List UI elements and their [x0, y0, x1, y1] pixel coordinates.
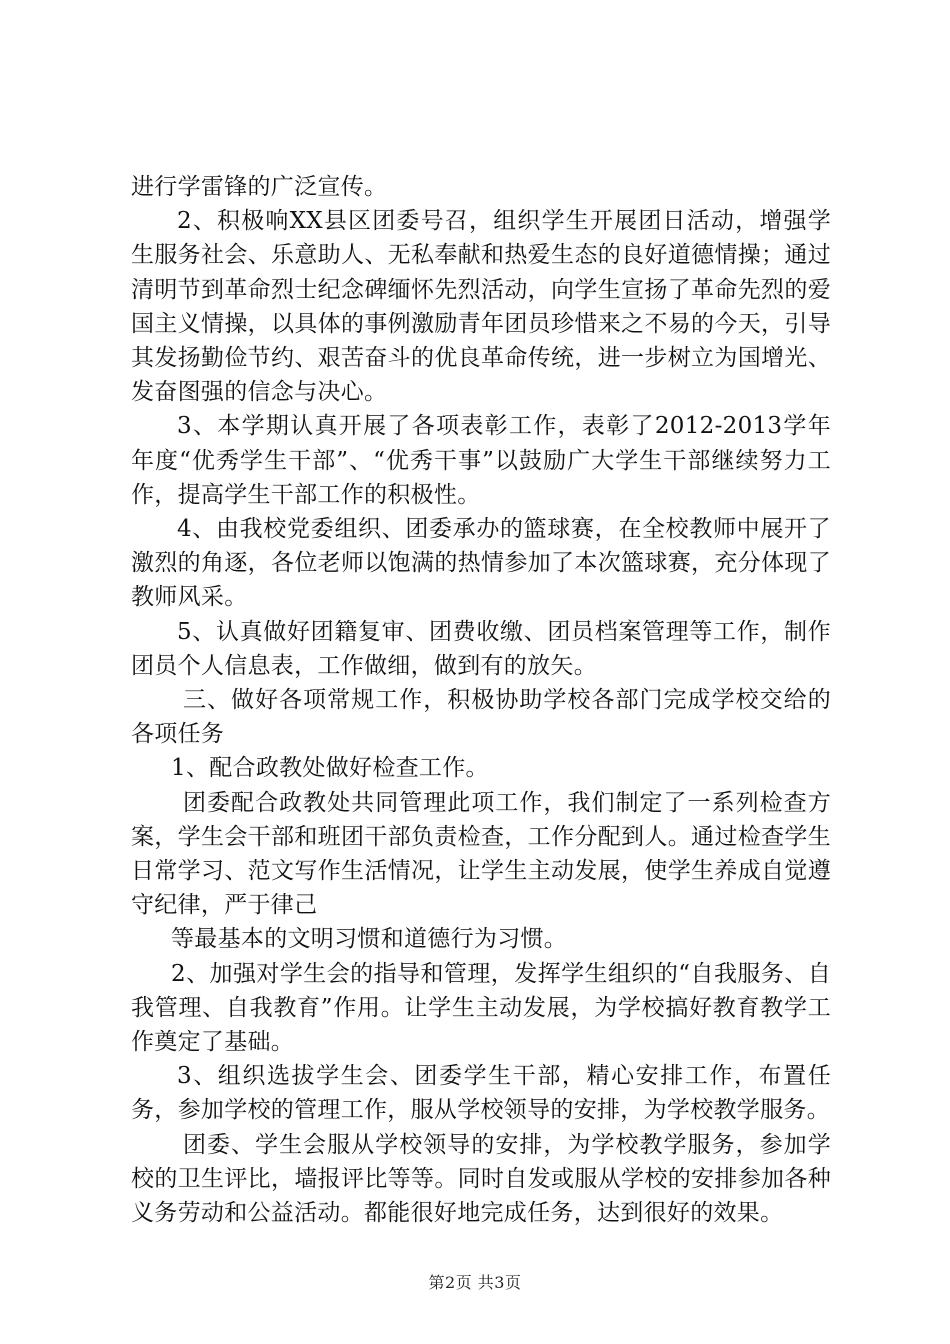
page-footer [0, 1270, 950, 1293]
section-heading-routine-work: 三、做好各项常规工作，积极协助学校各部门完成学校交给的各项任务 [131, 687, 831, 748]
paragraph-service-activities: 团委、学生会服从学校领导的安排，为学校教学服务，参加学校的卫生评比，墙报评比等等。同时自发或服从学校的安排参加各种义务劳动和公益活动。都能很好地完成任务，达到很好的效果。 [131, 1131, 831, 1227]
paragraph-item-4-basketball: 4、由我校党委组织、团委承办的篮球赛，在全校教师中展开了激烈的角逐，各位老师以饱满的热情参加了本次篮球赛，充分体现了教师风采。 [131, 516, 831, 611]
paragraph-item-2-student-union: 2、加强对学生会的指导和管理，发挥学生组织的“自我服务、自我管理、自我教育”作用。让学生主动发展，为学校搞好教育教学工作奠定了基础。 [131, 960, 831, 1056]
document-body [131, 170, 831, 1230]
paragraph-continuation: 进行学雷锋的广泛宣传。 [131, 174, 388, 200]
paragraph-item-5-records: 5、认真做好团籍复审、团费收缴、团员档案管理等工作，制作团员个人信息表，工作做细，做到有的放矢。 [131, 618, 831, 679]
paragraph-item-1-inspection: 1、配合政教处做好检查工作。 [171, 755, 489, 782]
page-number: 第2页 共3页 [428, 1273, 522, 1292]
paragraph-inspection-habits: 等最基本的文明习惯和道德行为习惯。 [171, 926, 568, 953]
paragraph-item-2-league-activities: 2、积极响XX县区团委号召，组织学生开展团日活动，增强学生服务社会、乐意助人、无私奉献和热爱生态的良好道德情操；通过清明节到革命烈士纪念碑缅怀先烈活动，向学生宣扬了革命先烈的爱国主义情操，以具体的事例激励青年团员珍惜来之不易的今天，引导其发扬勤俭节约、艰苦奋斗的优良革命传统，进一步树立为国增光、发奋图强的信念与决心。 [131, 208, 831, 406]
paragraph-inspection-details: 团委配合政教处共同管理此项工作，我们制定了一系列检查方案，学生会干部和班团干部负责检查，工作分配到人。通过检查学生日常学习、范文写作生活情况，让学生主动发展，使学生养成自觉遵守纪律，严于律己 [131, 789, 831, 919]
paragraph-item-3-commendations: 3、本学期认真开展了各项表彰工作，表彰了2012-2013学年年度“优秀学生干部”、“优秀干事”以鼓励广大学生干部继续努力工作，提高学生干部工作的积极性。 [131, 413, 831, 508]
paragraph-item-3-cadre-selection: 3、组织选拔学生会、团委学生干部，精心安排工作，布置任务，参加学校的管理工作，服从学校领导的安排，为学校教学服务。 [131, 1063, 831, 1124]
